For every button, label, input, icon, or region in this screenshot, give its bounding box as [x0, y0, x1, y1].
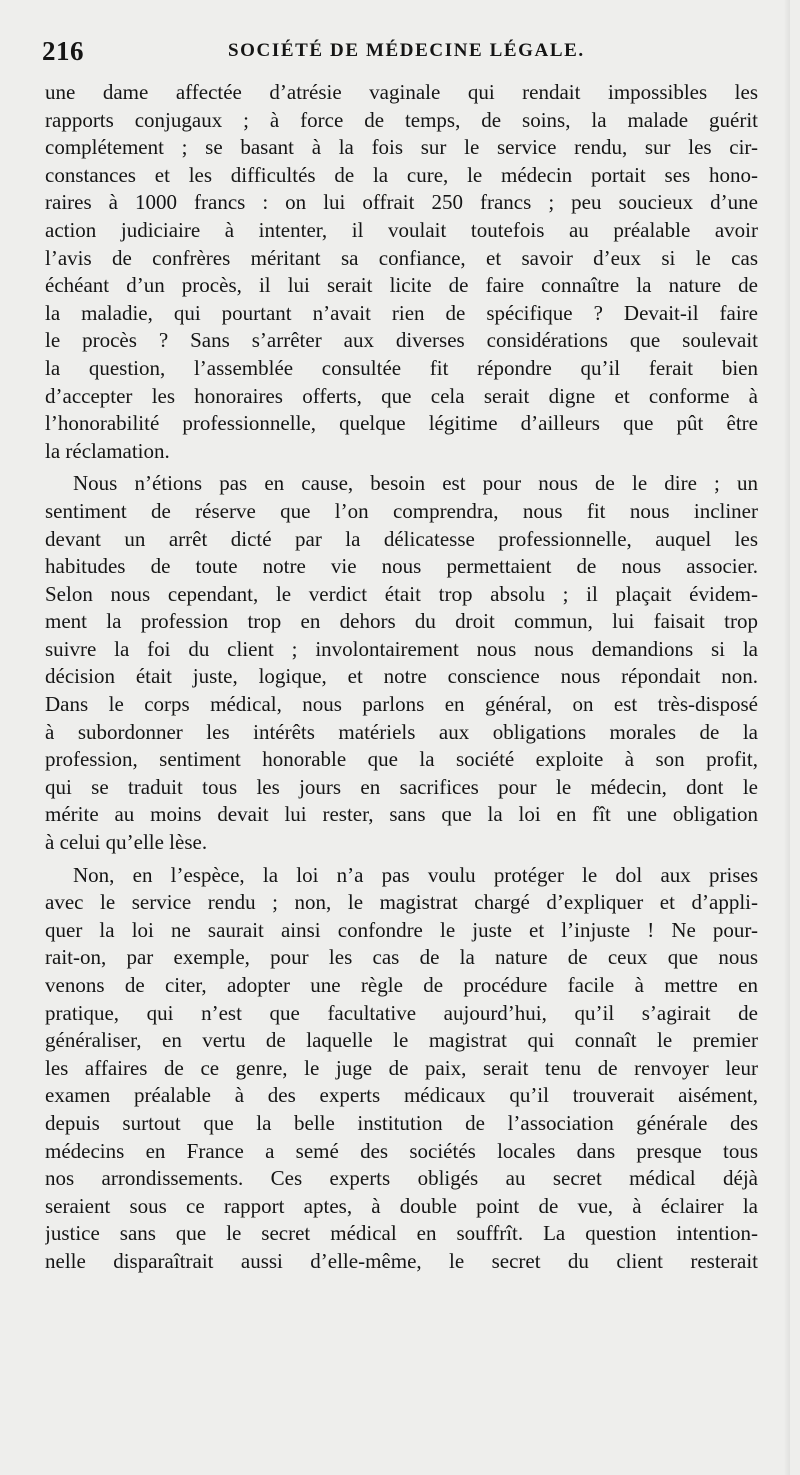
text-line: médecins en France a semé des sociétés locales dans presque tous: [45, 1138, 758, 1163]
text-line: une dame affectée d’atrésie vaginale qui rendait impossibles les: [45, 80, 758, 104]
text-line: quer la loi ne saurait ainsi confondre le juste et l’injuste ! Ne pour-: [45, 917, 758, 942]
page-edge-shadow: [784, 0, 790, 1475]
text-line: suivre la foi du client ; involontairement nous nous demandions si la: [45, 636, 758, 661]
text-line: d’accepter les honoraires offerts, que cela serait digne et conforme à: [45, 383, 758, 408]
text-line: Selon nous cependant, le verdict était trop absolu ; il plaçait évidem-: [45, 581, 758, 606]
text-line: à subordonner les intérêts matériels aux obligations morales de la: [45, 719, 758, 744]
text-line: Dans le corps médical, nous parlons en général, on est très-disposé: [45, 692, 758, 717]
paragraph: [45, 862, 758, 1276]
text-line: les affaires de ce genre, le juge de paix, serait tenu de renvoyer leur: [45, 1055, 758, 1080]
text-line: échéant d’un procès, il lui serait licite de faire connaître la nature de: [45, 273, 758, 298]
text-line: ment la profession trop en dehors du droit commun, lui faisait trop: [45, 609, 758, 634]
text-line: depuis surtout que la belle institution de l’association générale des: [45, 1110, 758, 1135]
text-line: habitudes de toute notre vie nous permettaient de nous associer.: [45, 554, 758, 579]
text-line: rapports conjugaux ; à force de temps, de soins, la malade guérit: [45, 107, 758, 132]
text-line: seraient sous ce rapport aptes, à double point de vue, à éclairer la: [45, 1193, 758, 1218]
text-line: généraliser, en vertu de laquelle le magistrat qui connaît le premier: [45, 1028, 758, 1053]
text-line: Non, en l’espèce, la loi n’a pas voulu protéger le dol aux prises: [73, 862, 758, 887]
text-line: la question, l’assemblée consultée fit répondre qu’il ferait bien: [45, 355, 758, 380]
text-line: mérite au moins devait lui rester, sans que la loi en fît une obligation: [45, 802, 758, 827]
text-line: raires à 1000 francs : on lui offrait 250 francs ; peu soucieux d’une: [45, 190, 758, 215]
text-line: action judiciaire à intenter, il voulait toutefois au préalable avoir: [45, 217, 758, 242]
text-line: examen préalable à des experts médicaux qu’il trouverait aisément,: [45, 1083, 758, 1108]
page-number: 216: [42, 36, 84, 66]
text-line: pratique, qui n’est que facultative aujourd’hui, qu’il s’agirait de: [45, 1000, 758, 1025]
text-line: avec le service rendu ; non, le magistrat chargé d’expliquer et d’appli-: [45, 890, 758, 915]
text-line: l’honorabilité professionnelle, quelque légitime d’ailleurs que pût être: [45, 411, 758, 436]
body-text: [45, 79, 758, 1276]
text-line: venons de citer, adopter une règle de procédure facile à mettre en: [45, 973, 758, 997]
text-line: constances et les difficultés de la cure, le médecin portait ses hono-: [45, 162, 758, 187]
paragraph: [45, 470, 758, 856]
text-line: à celui qu’elle lèse.: [45, 830, 208, 855]
text-line: complétement ; se basant à la fois sur le service rendu, sur les cir-: [45, 135, 758, 160]
page-header: [42, 36, 758, 70]
text-line: rait-on, par exemple, pour les cas de la nature de ceux que nous: [45, 945, 758, 970]
text-line: profession, sentiment honorable que la société exploite à son profit,: [45, 747, 758, 772]
text-line: sentiment de réserve que l’on comprendra, nous fit nous incliner: [45, 498, 758, 523]
text-line: qui se traduit tous les jours en sacrifices pour le médecin, dont le: [45, 774, 758, 799]
text-line: décision était juste, logique, et notre conscience nous répondait non.: [45, 664, 758, 689]
text-line: devant un arrêt dicté par la délicatesse professionnelle, auquel les: [45, 526, 758, 551]
text-line: justice sans que le secret médical en souffrît. La question intention-: [45, 1221, 758, 1246]
text-line: la réclamation.: [45, 438, 170, 463]
text-line: le procès ? Sans s’arrêter aux diverses considérations que soulevait: [45, 328, 758, 353]
text-line: nos arrondissements. Ces experts obligés au secret médical déjà: [45, 1166, 758, 1191]
text-line: l’avis de confrères méritant sa confiance, et savoir d’eux si le cas: [45, 245, 758, 270]
paragraph: [45, 79, 758, 465]
text-line: nelle disparaîtrait aussi d’elle-même, le secret du client resterait: [45, 1248, 758, 1273]
text-line: Nous n’étions pas en cause, besoin est pour nous de le dire ; un: [73, 471, 758, 496]
text-line: la maladie, qui pourtant n’avait rien de spécifique ? Devait-il faire: [45, 300, 758, 325]
running-head: SOCIÉTÉ DE MÉDECINE LÉGALE.: [228, 40, 585, 61]
